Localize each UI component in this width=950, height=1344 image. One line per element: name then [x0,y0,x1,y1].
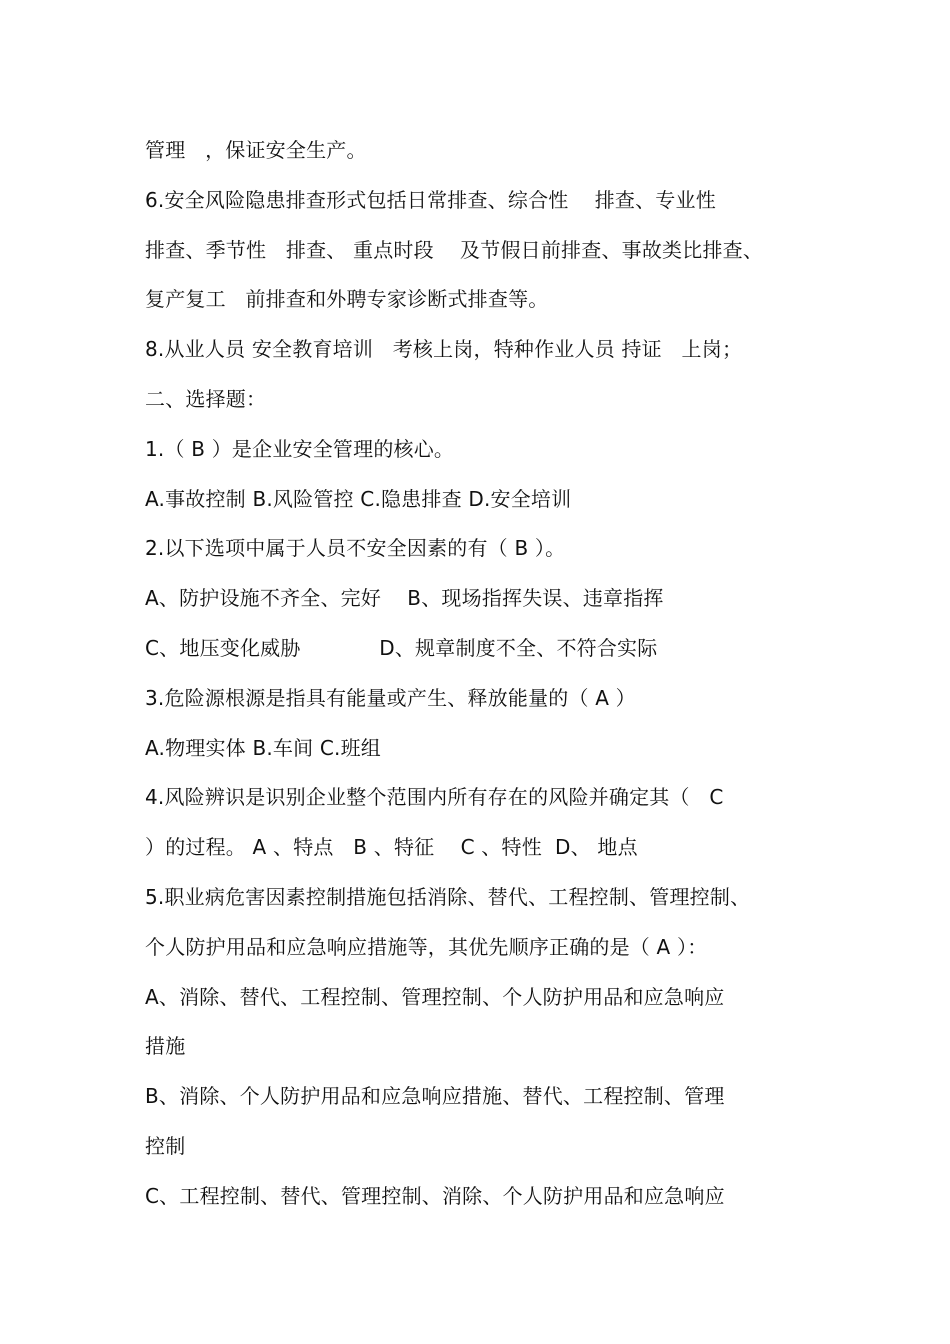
text-line: 管理 ，保证安全生产。 [145,138,367,162]
text-line: 排查、季节性 排查、 重点时段 及节假日前排查、事故类比排查、 [145,237,764,262]
question-1-options: A.事故控制 B.风险管控 C.隐患排查 D.安全培训 [145,486,572,511]
question-2-options: A、防护设施不齐全、完好 B、现场指挥失误、违章指挥 [145,586,664,611]
question-1: 1.（ B ）是企业安全管理的核心。 [145,436,455,461]
question-5: 5.职业病危害因素控制措施包括消除、替代、工程控制、管理控制、 [145,884,751,909]
question-5-option-a: 措施 [145,1034,186,1059]
document-body [145,130,845,1226]
section-heading: 二、选择题： [145,386,267,411]
text-line: 6.安全风险隐患排查形式包括日常排查、综合性 排查、专业性 [145,187,716,212]
question-5-option-b: B、消除、个人防护用品和应急响应措施、替代、工程控制、管理 [145,1084,725,1109]
text-line: 8.从业人员 安全教育培训 考核上岗，特种作业人员 持证 上岗； [145,337,743,362]
question-5-option-c: C、工程控制、替代、管理控制、消除、个人防护用品和应急响应 [145,1183,725,1208]
question-3: 3.危险源根源是指具有能量或产生、释放能量的（ A ） [145,685,636,710]
question-5-option-a: A、消除、替代、工程控制、管理控制、个人防护用品和应急响应 [145,984,725,1009]
question-4: 4.风险辨识是识别企业整个范围内所有存在的风险并确定其（ C [145,785,724,810]
question-2-options: C、地压变化威胁 D、规章制度不全、不符合实际 [145,635,658,660]
question-3-options: A.物理实体 B.车间 C.班组 [145,735,382,760]
question-2: 2.以下选项中属于人员不安全因素的有（ B ）。 [145,536,566,561]
question-5-option-b: 控制 [145,1133,186,1158]
question-4-options: ）的过程。 A 、特点 B 、特征 C 、特性 D、 地点 [145,835,638,860]
text-line: 复产复工 前排查和外聘专家诊断式排查等。 [145,287,549,312]
question-5: 个人防护用品和应急响应措施等，其优先顺序正确的是（ A ）： [145,934,708,959]
